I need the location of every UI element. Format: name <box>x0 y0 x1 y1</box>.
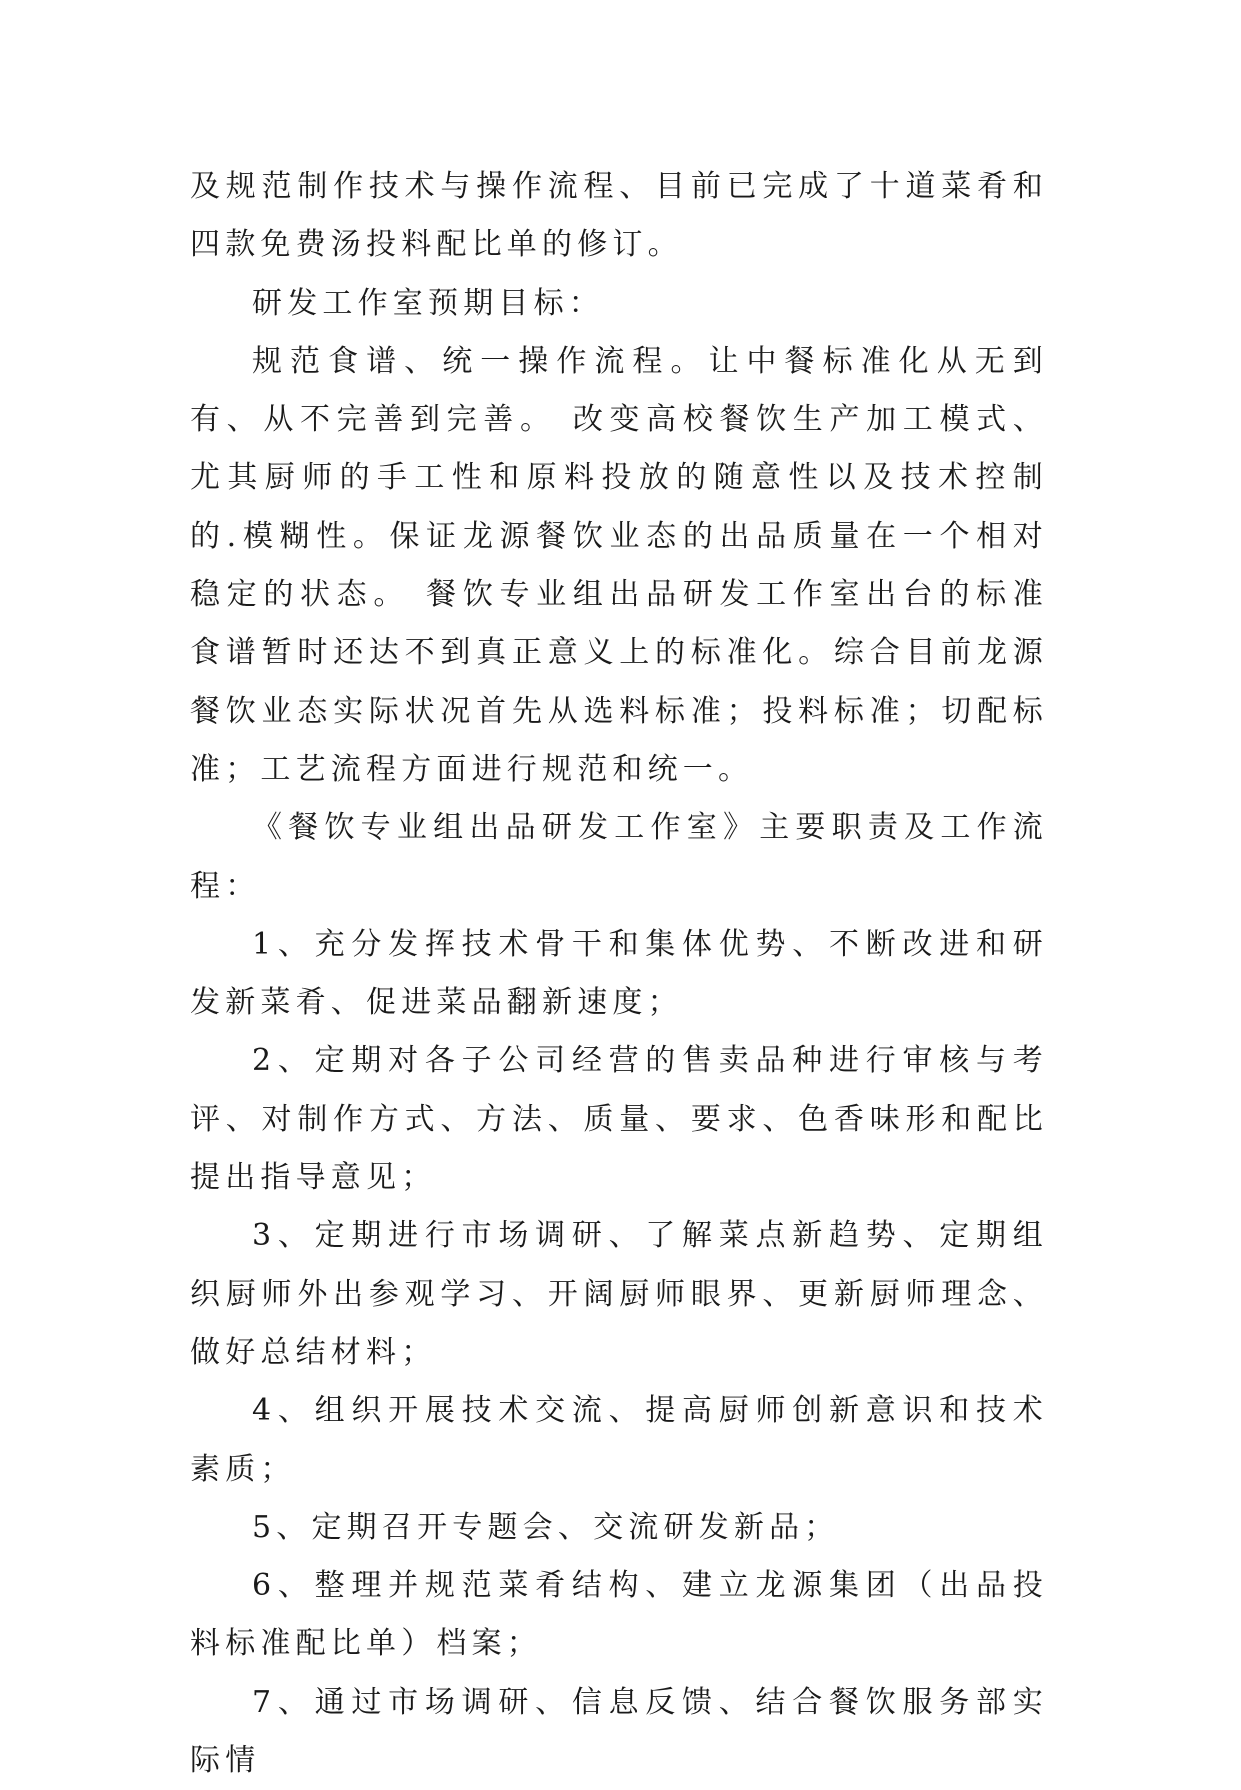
list-item-4: 4、组织开展技术交流、提高厨师创新意识和技术素质； <box>190 1393 1048 1487</box>
paragraph-1: 及规范制作技术与操作流程、目前已完成了十道菜肴和四款免费汤投料配比单的修订。 <box>190 169 1048 263</box>
list-item-7: 7、通过市场调研、信息反馈、结合餐饮服务部实际情 <box>190 1684 1048 1779</box>
list-item-1: 1、充分发挥技术骨干和集体优势、不断改进和研发新菜肴、促进菜品翻新速度； <box>190 926 1048 1021</box>
paragraph-2: 研发工作室预期目标： <box>252 285 604 321</box>
paragraph-3: 规范食谱、统一操作流程。让中餐标准化从无到有、从不完善到完善。 改变高校餐饮生产加工模式、尤其厨师的手工性和原料投放的随意性以及技术控制的.模糊性。保证龙源餐饮业态的出品质量在一个相对稳定的状态。 餐饮专业组出品研发工作室出台的标准食谱暂时还达不到真正意义上的标准化。综合目前龙源餐饮业态实际状况首先从选料标准；投料标准；切配标准；工艺流程方面进行规范和统一。 <box>190 343 1048 787</box>
list-item-6: 6、整理并规范菜肴结构、建立龙源集团（出品投料标准配比单）档案； <box>190 1568 1048 1662</box>
paragraph-4: 《餐饮专业组出品研发工作室》主要职责及工作流程： <box>190 810 1048 904</box>
list-item-5: 5、定期召开专题会、交流研发新品； <box>252 1509 840 1545</box>
document-body <box>190 158 1048 1790</box>
list-item-3: 3、定期进行市场调研、了解菜点新趋势、定期组织厨师外出参观学习、开阔厨师眼界、更新厨师理念、做好总结材料； <box>190 1218 1048 1370</box>
list-item-2: 2、定期对各子公司经营的售卖品种进行审核与考评、对制作方式、方法、质量、要求、色香味形和配比提出指导意见； <box>190 1043 1048 1196</box>
